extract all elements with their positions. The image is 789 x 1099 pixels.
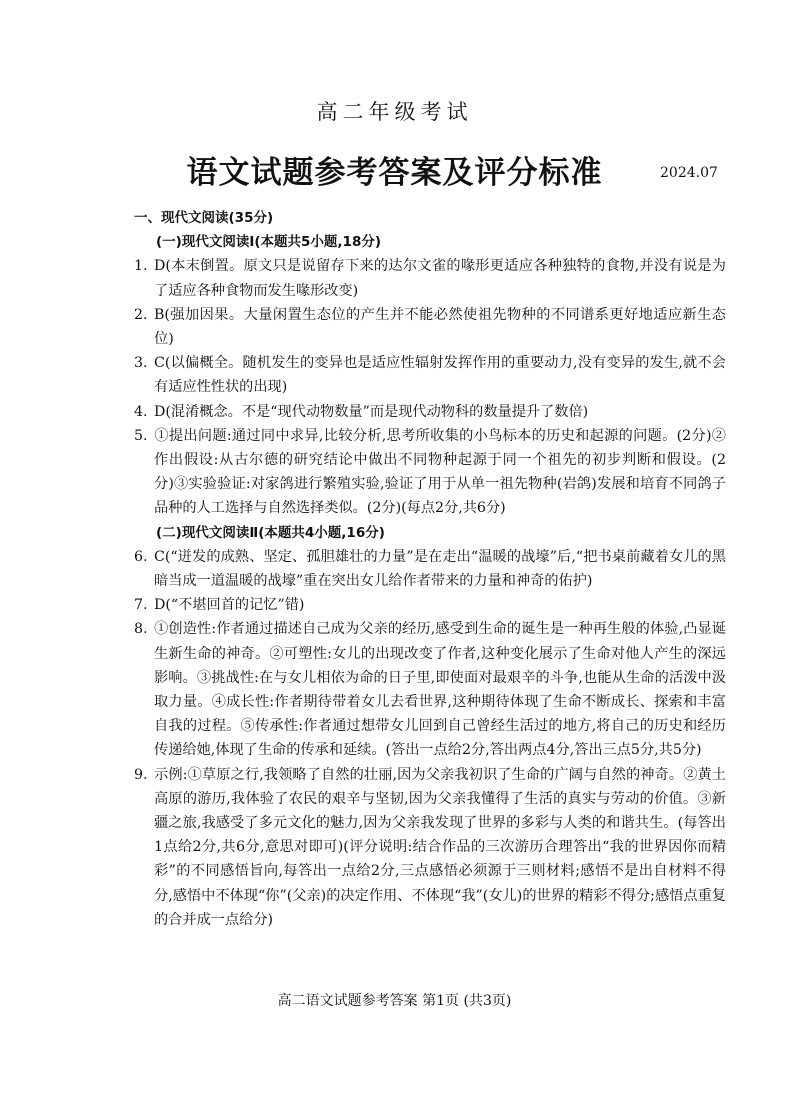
answer-item-2 xyxy=(134,303,726,351)
section-heading: 一、现代文阅读(35分) xyxy=(134,210,274,226)
item-number: 4. xyxy=(134,403,148,420)
page-title: 语文试题参考答案及评分标准 xyxy=(186,155,603,191)
page-footer: 高二语文试题参考答案 第1页 (共3页) xyxy=(277,993,512,1009)
item-text: C(以偏概全。随机发生的变异也是适应性辐射发挥作用的重要动力,没有变异的发生,就不会有适应性性状的出现) xyxy=(154,355,726,396)
answer-item-9 xyxy=(134,763,726,932)
item-number: 9. xyxy=(134,766,148,783)
item-number: 7. xyxy=(134,597,148,614)
item-text: ①提出问题:通过同中求异,比较分析,思考所收集的小鸟标本的历史和起源的问题。(2分)②作出假设:从古尔德的研究结论中做出不同物种起源于同一个祖先的初步判断和假设。(2分)③实验验证:对家鸽进行繁殖实验,验证了用于从单一祖先物种(岩鸽)发展和培育不同鸽子品种的人工选择与自然选择类似。(2分)(每点2分,共6分) xyxy=(154,427,726,517)
exam-date: 2024.07 xyxy=(660,165,718,181)
answer-item-8 xyxy=(134,617,726,762)
item-number: 6. xyxy=(134,548,148,565)
item-text: ①创造性:作者通过描述自己成为父亲的经历,感受到生命的诞生是一种再生般的体验,凸显诞生新生命的神奇。②可塑性:女儿的出现改变了作者,这种变化展示了生命对他人产生的深远影响。③挑战性:在与女儿相依为命的日子里,即使面对最艰辛的斗争,也能从生命的活泼中汲取力量。④成长性:作者期待带着女儿去看世界,这种期待体现了生命不断成长、探索和丰富自我的过程。⑤传承性:作者通过想带女儿回到自己曾经生活过的地方,将自己的历史和经历传递给她,体现了生命的传承和延续。(答出一点给2分,答出两点4分,答出三点5分,共5分) xyxy=(154,621,726,759)
answer-item-6 xyxy=(134,545,726,593)
subsection-heading-1: (一)现代文阅读Ⅰ(本题共5小题,18分) xyxy=(156,234,382,251)
answer-item-1 xyxy=(134,254,726,302)
exam-title: 高二年级考试 xyxy=(316,100,473,124)
item-number: 1. xyxy=(134,258,148,275)
item-text: 示例:①草原之行,我领略了自然的壮丽,因为父亲我初识了生命的广阔与自然的神奇。②黄土高原的游历,我体验了农民的艰辛与坚韧,因为父亲我懂得了生活的真实与劳动的价值。③新疆之旅,我感受了多元文化的魅力,因为父亲我发现了世界的多彩与人类的和谐共生。(每答出1点给2分,共6分,意思对即可)(评分说明:结合作品的三次游历合理答出“我的世界因你而精彩”的不同感悟旨向,每答出一点给2分,三点感悟必须源于三则材料;感悟不是出自材料不得分,感悟中不体现“你”(父亲)的决定作用、不体现“我”(女儿)的世界的精彩不得分;感悟点重复的合并成一点给分) xyxy=(154,766,726,928)
item-text: B(强加因果。大量闲置生态位的产生并不能必然使祖先物种的不同谱系更好地适应新生态位) xyxy=(154,306,726,348)
answer-content xyxy=(134,206,726,932)
item-number: 2. xyxy=(134,306,148,323)
answer-item-4 xyxy=(134,400,726,424)
subsection-heading-2: (二)现代文阅读Ⅱ(本题共4小题,16分) xyxy=(156,524,385,541)
item-text: D(混淆概念。不是“现代动物数量”而是现代动物科的数量提升了数倍) xyxy=(154,403,589,420)
answer-item-7 xyxy=(134,593,726,617)
item-text: C(“迸发的成熟、坚定、孤胆雄壮的力量”是在走出“温暖的战壕”后,“把书桌前藏着女儿的黑暗当成一道温暖的战壕”重在突出女儿给作者带来的力量和神奇的佑护) xyxy=(154,548,726,590)
item-number: 8. xyxy=(134,621,148,638)
answer-item-5 xyxy=(134,424,726,521)
item-text: D(“不堪回首的记忆”错) xyxy=(154,597,305,614)
item-number: 3. xyxy=(134,355,148,372)
item-number: 5. xyxy=(134,427,148,444)
answer-item-3 xyxy=(134,351,726,399)
item-text: D(本末倒置。原文只是说留存下来的达尔文雀的喙形更适应各种独特的食物,并没有说是为了适应各种食物而发生喙形改变) xyxy=(154,258,726,299)
